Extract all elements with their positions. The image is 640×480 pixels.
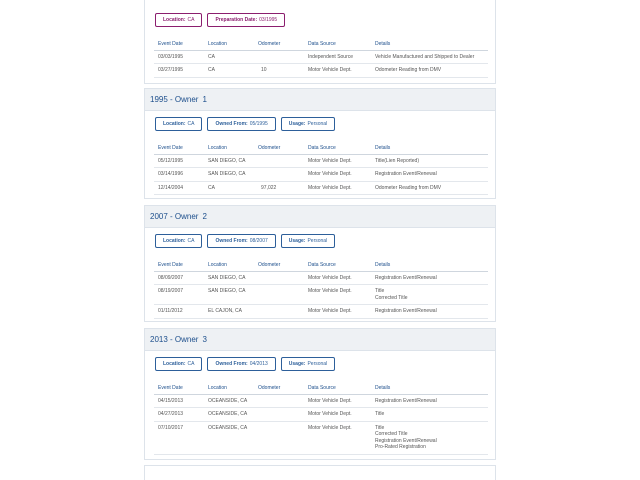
usage-chip[interactable] bbox=[281, 234, 335, 248]
event-date: 07/10/2017 bbox=[154, 421, 204, 454]
event-odometer bbox=[254, 154, 304, 168]
event-table bbox=[154, 382, 488, 455]
event-location: OCEANSIDE, CA bbox=[204, 408, 254, 422]
chip-value: 08/2007 bbox=[249, 238, 268, 244]
owner-header bbox=[145, 89, 495, 111]
event-date: 12/14/2004 bbox=[154, 181, 204, 195]
event-location: SAN DIEGO, CA bbox=[204, 285, 254, 305]
detail-line: Corrected Title bbox=[375, 294, 408, 301]
event-source: Motor Vehicle Dept. bbox=[304, 408, 371, 422]
usage-chip[interactable] bbox=[281, 117, 335, 131]
table-row bbox=[154, 181, 488, 195]
chip-value: 03/1995 bbox=[259, 17, 278, 23]
event-date: 04/15/2013 bbox=[154, 394, 204, 408]
event-source: Motor Vehicle Dept. bbox=[304, 285, 371, 305]
column-header-details: Details bbox=[371, 382, 488, 394]
location-chip[interactable] bbox=[155, 234, 202, 248]
detail-line: Odometer Reading from DMV bbox=[375, 67, 442, 73]
detail-line: Title bbox=[375, 288, 385, 294]
event-source: Motor Vehicle Dept. bbox=[304, 305, 371, 319]
detail-line: Registration Event/Renewal bbox=[375, 171, 437, 177]
chip-value: 04/2013 bbox=[249, 361, 268, 367]
detail-line: Title bbox=[375, 411, 385, 417]
event-details bbox=[371, 50, 488, 64]
owner-title-text: 2007 - Owner bbox=[150, 212, 199, 221]
column-header-location: Location bbox=[204, 38, 254, 50]
chip-value: Personal bbox=[307, 121, 328, 127]
detail-line: Registration Event/Renewal bbox=[375, 274, 437, 281]
event-date: 03/03/1995 bbox=[154, 50, 204, 64]
owner-title bbox=[150, 95, 207, 104]
owner-number: 1 bbox=[202, 95, 207, 104]
chip-label: Owned From: bbox=[215, 238, 248, 244]
column-header-odometer: Odometer bbox=[254, 142, 304, 154]
table-row bbox=[154, 50, 488, 64]
detail-line: Title(Lien Reported) bbox=[375, 157, 420, 164]
event-odometer bbox=[254, 285, 304, 305]
event-date: 03/27/1995 bbox=[154, 64, 204, 78]
event-date: 03/14/1996 bbox=[154, 168, 204, 182]
column-header-data-source: Data Source bbox=[304, 259, 371, 271]
event-source: Motor Vehicle Dept. bbox=[304, 271, 371, 285]
event-location: OCEANSIDE, CA bbox=[204, 394, 254, 408]
chip-label: Preparation Date: bbox=[215, 17, 258, 23]
owner-header bbox=[145, 329, 495, 351]
event-odometer bbox=[254, 271, 304, 285]
event-location: CA bbox=[204, 50, 254, 64]
event-odometer: 97,022 bbox=[254, 181, 304, 195]
column-header-event-date: Event Date bbox=[154, 382, 204, 394]
detail-line: Corrected Title bbox=[375, 431, 408, 437]
event-odometer bbox=[254, 50, 304, 64]
event-odometer bbox=[254, 408, 304, 422]
owner-2-card bbox=[144, 205, 496, 322]
detail-line: Vehicle Manufactured and Shipped to Dealer bbox=[375, 53, 475, 60]
event-location: CA bbox=[204, 64, 254, 78]
table-row bbox=[154, 271, 488, 285]
event-details bbox=[371, 168, 488, 182]
event-odometer bbox=[254, 305, 304, 319]
chip-value: Personal bbox=[307, 361, 328, 367]
event-details bbox=[371, 421, 488, 454]
column-header-location: Location bbox=[204, 382, 254, 394]
preparation-date-chip[interactable] bbox=[207, 13, 285, 27]
column-header-details: Details bbox=[371, 259, 488, 271]
chip-label: Usage: bbox=[288, 361, 306, 367]
column-header-data-source: Data Source bbox=[304, 38, 371, 50]
location-chip[interactable] bbox=[155, 357, 202, 371]
table-row bbox=[154, 408, 488, 422]
chip-value: 05/1995 bbox=[249, 121, 268, 127]
column-header-location: Location bbox=[204, 259, 254, 271]
chip-label: Location: bbox=[163, 121, 186, 127]
event-source: Motor Vehicle Dept. bbox=[304, 421, 371, 454]
chip-value: CA bbox=[187, 121, 195, 127]
column-header-details: Details bbox=[371, 142, 488, 154]
event-location: SAN DIEGO, CA bbox=[204, 271, 254, 285]
manufacture-card bbox=[144, 0, 496, 84]
location-chip[interactable] bbox=[155, 13, 202, 27]
event-date: 04/27/2013 bbox=[154, 408, 204, 422]
chip-label: Usage: bbox=[288, 121, 306, 127]
event-odometer bbox=[254, 394, 304, 408]
table-header-row bbox=[154, 142, 488, 154]
column-header-event-date: Event Date bbox=[154, 38, 204, 50]
event-location: OCEANSIDE, CA bbox=[204, 421, 254, 454]
chip-value: CA bbox=[187, 238, 195, 244]
event-source: Motor Vehicle Dept. bbox=[304, 64, 371, 78]
event-details bbox=[371, 154, 488, 168]
chip-label: Location: bbox=[163, 17, 186, 23]
event-location: EL CAJON, CA bbox=[204, 305, 254, 319]
column-header-odometer: Odometer bbox=[254, 259, 304, 271]
chip-row bbox=[145, 117, 345, 131]
event-details bbox=[371, 285, 488, 305]
chip-row bbox=[145, 357, 345, 371]
owner-number: 2 bbox=[202, 212, 207, 221]
table-row bbox=[154, 168, 488, 182]
event-location: SAN DIEGO, CA bbox=[204, 168, 254, 182]
chip-label: Location: bbox=[163, 238, 186, 244]
event-details bbox=[371, 408, 488, 422]
event-source: Motor Vehicle Dept. bbox=[304, 154, 371, 168]
table-row bbox=[154, 394, 488, 408]
owner-title bbox=[150, 212, 207, 221]
event-source: Motor Vehicle Dept. bbox=[304, 394, 371, 408]
detail-line: Registration Event/Renewal bbox=[375, 397, 437, 404]
detail-line: Registration Event/Renewal bbox=[375, 308, 437, 314]
table-row bbox=[154, 285, 488, 305]
chip-label: Location: bbox=[163, 361, 186, 367]
owner-1-card bbox=[144, 88, 496, 199]
event-date: 01/11/2012 bbox=[154, 305, 204, 319]
owner-3-card bbox=[144, 328, 496, 460]
detail-line: Pro-Rated Registration bbox=[375, 444, 426, 450]
event-details bbox=[371, 64, 488, 78]
chip-value: CA bbox=[187, 17, 195, 23]
location-chip[interactable] bbox=[155, 117, 202, 131]
event-details bbox=[371, 181, 488, 195]
event-odometer bbox=[254, 421, 304, 454]
event-odometer bbox=[254, 168, 304, 182]
table-row bbox=[154, 154, 488, 168]
event-details bbox=[371, 394, 488, 408]
owner-title-text: 1995 - Owner bbox=[150, 95, 199, 104]
chip-label: Owned From: bbox=[215, 361, 248, 367]
next-owner-card bbox=[144, 465, 496, 480]
column-header-odometer: Odometer bbox=[254, 382, 304, 394]
event-date: 08/19/2007 bbox=[154, 285, 204, 305]
event-source: Motor Vehicle Dept. bbox=[304, 181, 371, 195]
column-header-data-source: Data Source bbox=[304, 142, 371, 154]
usage-chip[interactable] bbox=[281, 357, 335, 371]
owned-from-chip[interactable] bbox=[207, 117, 275, 131]
event-table bbox=[154, 259, 488, 319]
detail-line: Odometer Reading from DMV bbox=[375, 184, 442, 191]
event-location: SAN DIEGO, CA bbox=[204, 154, 254, 168]
event-location: CA bbox=[204, 181, 254, 195]
owned-from-chip[interactable] bbox=[207, 357, 275, 371]
detail-line: Title bbox=[375, 424, 385, 431]
event-odometer: 10 bbox=[254, 64, 304, 78]
table-header-row bbox=[154, 38, 488, 50]
event-details bbox=[371, 305, 488, 319]
column-header-location: Location bbox=[204, 142, 254, 154]
owner-header bbox=[145, 206, 495, 228]
chip-label: Usage: bbox=[288, 238, 306, 244]
owned-from-chip[interactable] bbox=[207, 234, 275, 248]
column-header-details: Details bbox=[371, 38, 488, 50]
detail-line: Registration Event/Renewal bbox=[375, 437, 437, 444]
table-header-row bbox=[154, 259, 488, 271]
owner-title bbox=[150, 335, 207, 344]
chip-value: Personal bbox=[307, 238, 328, 244]
event-date: 08/09/2007 bbox=[154, 271, 204, 285]
event-table bbox=[154, 38, 488, 78]
table-row bbox=[154, 305, 488, 319]
event-date: 05/12/1995 bbox=[154, 154, 204, 168]
column-header-odometer: Odometer bbox=[254, 38, 304, 50]
owner-title-text: 2013 - Owner bbox=[150, 335, 199, 344]
table-row bbox=[154, 64, 488, 78]
chip-label: Owned From: bbox=[215, 121, 248, 127]
chip-value: CA bbox=[187, 361, 195, 367]
event-source: Motor Vehicle Dept. bbox=[304, 168, 371, 182]
chip-row bbox=[145, 13, 295, 27]
event-details bbox=[371, 271, 488, 285]
column-header-event-date: Event Date bbox=[154, 142, 204, 154]
chip-row bbox=[145, 234, 345, 248]
owner-number: 3 bbox=[202, 335, 207, 344]
column-header-event-date: Event Date bbox=[154, 259, 204, 271]
event-source: Independent Source bbox=[304, 50, 371, 64]
event-table bbox=[154, 142, 488, 195]
column-header-data-source: Data Source bbox=[304, 382, 371, 394]
table-header-row bbox=[154, 382, 488, 394]
table-row bbox=[154, 421, 488, 454]
